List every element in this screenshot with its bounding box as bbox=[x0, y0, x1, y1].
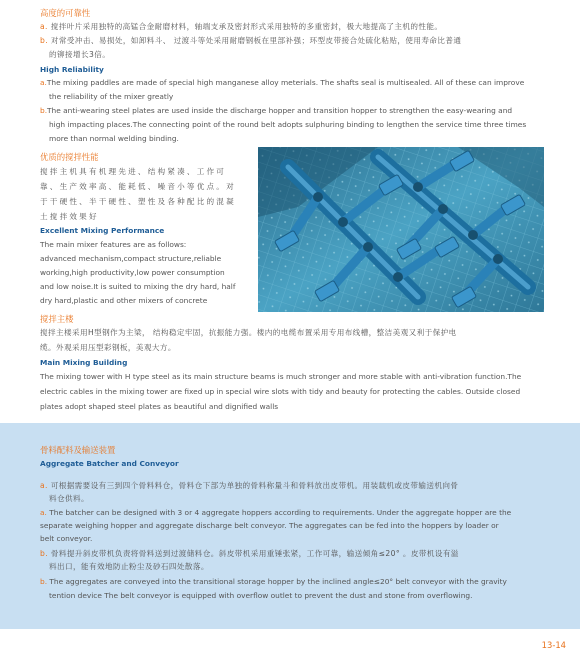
mixing-en-line-2: advanced mechanism,compact structure,reliable bbox=[40, 254, 222, 263]
item-marker: a. bbox=[40, 78, 47, 87]
aggregate-line-a-en-3: belt conveyor. bbox=[40, 534, 93, 543]
mixing-zh-line-4: 土搅拌效果好 bbox=[40, 212, 99, 221]
building-en-line-2: electric cables in the mixing tower are fixed up in special wire slots with tidy and beauty for protecting the cables. Outside closed bbox=[40, 387, 521, 396]
aggregate-line-b-zh bbox=[40, 550, 459, 558]
aggregate-line-a-zh-cont: 料仓供料。 bbox=[49, 494, 89, 503]
reliability-zh-line-a bbox=[40, 23, 442, 31]
building-en-line-1: The mixing tower with H type steel as its main structure beams is much stronger and more stable with anti-vibration function.The bbox=[40, 372, 522, 381]
mixing-en-line-4: and low noise.It is suited to mixing the dry hard, half bbox=[40, 282, 236, 291]
item-marker: a. bbox=[40, 22, 48, 31]
aggregate-section-panel bbox=[0, 423, 580, 629]
aggregate-line-b-zh-cont: 料出口，能有效地防止粉尘及砂石四处散落。 bbox=[49, 562, 209, 571]
aggregate-line-a-en-1 bbox=[40, 509, 511, 516]
building-zh-line-1: 搅拌主楼采用H型钢作为主梁， 结构稳定牢固，抗振能力强。楼内的电缆布置采用专用布线槽，整洁美观又利于保护电 bbox=[40, 328, 457, 337]
item-marker: b. bbox=[40, 549, 49, 558]
paragraph-text: The anti-wearing steel plates are used inside the discharge hopper and transition hopper to strengthen the easy-wearing and bbox=[47, 106, 513, 115]
section-title-building-en: Main Mixing Building bbox=[40, 358, 128, 367]
section-title-mixing-en: Excellent Mixing Performance bbox=[40, 226, 165, 235]
section-title-reliability-en: High Reliability bbox=[40, 65, 104, 74]
reliability-en-line-3 bbox=[40, 107, 512, 114]
aggregate-line-b-en-1 bbox=[40, 578, 507, 585]
aggregate-line-a-zh bbox=[40, 482, 458, 490]
section-title-aggregate-zh: 骨料配料及输送装置 bbox=[40, 445, 116, 455]
mixing-en-line-5: dry hard,plastic and other mixers of concrete bbox=[40, 296, 208, 305]
mixer-interior-photo bbox=[258, 147, 544, 312]
section-title-reliability-zh: 高度的可靠性 bbox=[40, 8, 91, 18]
reliability-zh-line-b bbox=[40, 37, 461, 45]
item-marker: b. bbox=[40, 106, 48, 115]
mixing-en-line-1: The main mixer features are as follows: bbox=[40, 240, 187, 249]
reliability-zh-line-b-cont: 的铆接增长3倍。 bbox=[49, 50, 111, 59]
aggregate-line-a-en-2: separate weighing hopper and aggregate discharge belt conveyor. The aggregates can be fed into the hoppers by loader or bbox=[40, 521, 499, 530]
paragraph-text: The aggregates are conveyed into the transitional storage hopper by the inclined angle≤20° belt conveyor with the gravity bbox=[49, 577, 507, 586]
reliability-en-line-1 bbox=[40, 79, 524, 86]
section-title-building-zh: 搅拌主楼 bbox=[40, 314, 74, 324]
reliability-en-line-4: high impacting places.The connecting point of the round belt adopts sulphuring binding to lengthen the service time three times bbox=[49, 120, 527, 129]
section-title-mixing-zh: 优质的搅拌性能 bbox=[40, 152, 99, 162]
page-footer bbox=[0, 629, 580, 656]
paragraph-text: 骨料提升斜皮带机负责将骨料送到过渡储料仓。斜皮带机采用重锤张紧，工作可靠，输送倾角≤20° 。皮带机设有溢 bbox=[50, 549, 459, 558]
paragraph-text: The batcher can be designed with 3 or 4 aggregate hoppers according to requirements. Under the aggregate hopper are the bbox=[49, 508, 512, 517]
item-marker: b. bbox=[40, 36, 49, 45]
building-en-line-3: plates adopt shaped steel plates as beautiful and dignified walls bbox=[40, 402, 279, 411]
item-marker: a. bbox=[40, 481, 48, 490]
mixing-zh-line-1: 搅拌主机具有机理先进、结构紧凑、工作可 bbox=[40, 167, 227, 176]
mixing-zh-line-3: 于干硬性、半干硬性、塑性及各种配比的混凝 bbox=[40, 197, 236, 206]
item-marker: a. bbox=[40, 508, 47, 517]
building-zh-line-2: 缆。外观采用压型彩钢板，美观大方。 bbox=[40, 343, 176, 352]
mixing-zh-line-2: 靠、生产效率高、能耗低、噪音小等优点。对 bbox=[40, 182, 236, 191]
aggregate-line-b-en-2: tention device The belt conveyor is equipped with overflow outlet to prevent the dust and stone from overflowing. bbox=[49, 591, 473, 600]
paragraph-text: The mixing paddles are made of special high manganese alloy meterials. The shafts seal is multisealed. All of these can improve bbox=[46, 78, 525, 87]
reliability-en-line-5: more than normal welding binding. bbox=[49, 134, 179, 143]
reliability-en-line-2: the reliability of the mixer greatly bbox=[49, 92, 174, 101]
page-number: 13-14 bbox=[541, 640, 566, 650]
mixer-illustration bbox=[258, 147, 544, 312]
item-marker: b. bbox=[40, 577, 48, 586]
paragraph-text: 可根据需要设有三到四个骨料料仓，骨料仓下部为单独的骨料称量斗和骨料放出皮带机。用装载机或皮带输送机向骨 bbox=[50, 481, 459, 490]
paragraph-text: 对常受冲击、易损处，如卸料斗、 过渡斗等处采用耐磨钢板在里部补强；环型皮带接合处硫化粘贴，使用寿命比普通 bbox=[50, 36, 462, 45]
mixing-en-line-3: working,high productivity,low power consumption bbox=[40, 268, 225, 277]
section-title-aggregate-en: Aggregate Batcher and Conveyor bbox=[40, 459, 179, 468]
paragraph-text: 搅拌叶片采用独特的高锰合金耐磨材料，轴端支承及密封形式采用独特的多重密封，极大地提高了主机的性能。 bbox=[50, 22, 443, 31]
